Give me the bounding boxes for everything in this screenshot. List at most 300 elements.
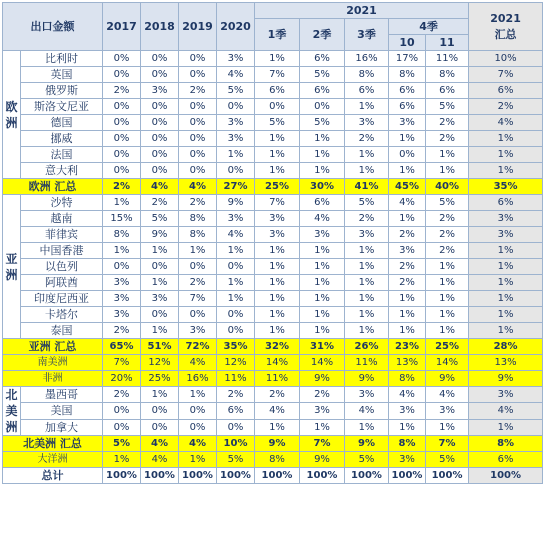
value-cell: 0% (141, 115, 179, 131)
value-cell: 51% (141, 339, 179, 355)
quarter-header-q1: 1季 (255, 19, 300, 51)
value-cell: 5% (426, 99, 469, 115)
value-cell: 1% (426, 323, 469, 339)
oceania-row (3, 452, 543, 468)
country-name: 墨西哥 (21, 387, 103, 403)
value-cell: 6% (426, 83, 469, 99)
value-cell: 4% (217, 67, 255, 83)
value-cell: 3% (469, 227, 543, 243)
value-cell: 2% (255, 387, 300, 403)
value-cell: 20% (103, 371, 141, 387)
value-cell: 1% (255, 147, 300, 163)
value-cell: 6% (217, 403, 255, 419)
value-cell: 0% (179, 131, 217, 147)
value-cell: 8% (389, 67, 426, 83)
value-cell: 3% (217, 51, 255, 67)
grand-total-row (3, 468, 543, 484)
value-cell: 1% (300, 419, 345, 435)
value-cell: 1% (255, 275, 300, 291)
value-cell: 8% (345, 67, 389, 83)
value-cell: 1% (300, 307, 345, 323)
value-cell: 3% (426, 403, 469, 419)
year-header-2017: 2017 (103, 3, 141, 51)
value-cell: 35% (217, 339, 255, 355)
value-cell: 4% (345, 403, 389, 419)
value-cell: 0% (179, 419, 217, 435)
country-row (3, 131, 543, 147)
value-cell: 1% (255, 291, 300, 307)
country-row (3, 243, 543, 259)
value-cell: 2% (426, 115, 469, 131)
value-cell: 1% (255, 51, 300, 67)
value-cell: 6% (469, 452, 543, 468)
value-cell: 3% (217, 211, 255, 227)
value-cell: 0% (103, 419, 141, 435)
value-cell: 3% (255, 211, 300, 227)
value-cell: 3% (300, 403, 345, 419)
value-cell: 5% (426, 452, 469, 468)
corner-header: 出口金额 (3, 3, 103, 51)
value-cell: 9% (426, 371, 469, 387)
value-cell: 4% (389, 387, 426, 403)
value-cell: 9% (345, 436, 389, 452)
value-cell: 1% (300, 147, 345, 163)
quarter-header-q3: 3季 (345, 19, 389, 51)
value-cell: 1% (300, 275, 345, 291)
country-name: 中国香港 (21, 243, 103, 259)
country-row (3, 323, 543, 339)
value-cell: 0% (179, 307, 217, 323)
value-cell: 1% (179, 243, 217, 259)
country-name: 沙特 (21, 195, 103, 211)
month-header-11: 11 (426, 35, 469, 51)
value-cell: 1% (217, 291, 255, 307)
value-cell: 7% (103, 355, 141, 371)
value-cell: 0% (255, 99, 300, 115)
value-cell: 1% (469, 323, 543, 339)
value-cell: 1% (255, 163, 300, 179)
value-cell: 3% (255, 227, 300, 243)
value-cell: 0% (103, 163, 141, 179)
value-cell: 2% (426, 227, 469, 243)
value-cell: 3% (217, 115, 255, 131)
value-cell: 0% (141, 259, 179, 275)
country-name: 菲律宾 (21, 227, 103, 243)
region-label: 亚 洲 (3, 195, 21, 339)
value-cell: 1% (469, 163, 543, 179)
country-row (3, 403, 543, 419)
value-cell: 9% (141, 227, 179, 243)
value-cell: 1% (255, 323, 300, 339)
value-cell: 100% (179, 468, 217, 484)
value-cell: 25% (141, 371, 179, 387)
value-cell: 0% (141, 307, 179, 323)
value-cell: 1% (389, 323, 426, 339)
value-cell: 0% (179, 403, 217, 419)
value-cell: 1% (469, 307, 543, 323)
value-cell: 1% (300, 323, 345, 339)
value-cell: 7% (255, 67, 300, 83)
value-cell: 100% (389, 468, 426, 484)
value-cell: 4% (141, 452, 179, 468)
country-name: 德国 (21, 115, 103, 131)
value-cell: 1% (469, 275, 543, 291)
value-cell: 1% (255, 243, 300, 259)
value-cell: 0% (141, 131, 179, 147)
value-cell: 2% (426, 243, 469, 259)
value-cell: 1% (389, 419, 426, 435)
value-cell: 35% (469, 179, 543, 195)
value-cell: 1% (426, 291, 469, 307)
year-header-2019: 2019 (179, 3, 217, 51)
value-cell: 2% (389, 227, 426, 243)
value-cell: 1% (345, 291, 389, 307)
value-cell: 41% (345, 179, 389, 195)
value-cell: 0% (217, 163, 255, 179)
value-cell: 1% (141, 323, 179, 339)
value-cell: 3% (345, 115, 389, 131)
value-cell: 10% (469, 51, 543, 67)
row-label: 北美洲 汇总 (3, 436, 103, 452)
value-cell: 1% (345, 163, 389, 179)
value-cell: 1% (345, 147, 389, 163)
value-cell: 1% (345, 275, 389, 291)
country-row (3, 419, 543, 435)
value-cell: 9% (300, 371, 345, 387)
value-cell: 4% (141, 179, 179, 195)
value-cell: 2% (389, 275, 426, 291)
row-label: 欧洲 汇总 (3, 179, 103, 195)
value-cell: 100% (469, 468, 543, 484)
value-cell: 28% (469, 339, 543, 355)
value-cell: 17% (389, 51, 426, 67)
country-row (3, 275, 543, 291)
value-cell: 7% (179, 291, 217, 307)
value-cell: 3% (469, 387, 543, 403)
value-cell: 0% (141, 403, 179, 419)
value-cell: 9% (300, 452, 345, 468)
value-cell: 27% (217, 179, 255, 195)
value-cell: 1% (300, 243, 345, 259)
value-cell: 0% (103, 67, 141, 83)
value-cell: 5% (426, 195, 469, 211)
value-cell: 31% (300, 339, 345, 355)
country-row (3, 147, 543, 163)
value-cell: 0% (103, 403, 141, 419)
value-cell: 2% (179, 83, 217, 99)
value-cell: 0% (217, 419, 255, 435)
country-row (3, 163, 543, 179)
value-cell: 100% (300, 468, 345, 484)
value-cell: 5% (103, 436, 141, 452)
value-cell: 5% (141, 211, 179, 227)
country-name: 英国 (21, 67, 103, 83)
value-cell: 6% (389, 83, 426, 99)
country-row (3, 195, 543, 211)
value-cell: 10% (217, 436, 255, 452)
country-name: 法国 (21, 147, 103, 163)
value-cell: 4% (179, 436, 217, 452)
row-label: 大洋洲 (3, 452, 103, 468)
value-cell: 6% (389, 99, 426, 115)
value-cell: 3% (141, 291, 179, 307)
value-cell: 0% (179, 115, 217, 131)
value-cell: 11% (217, 371, 255, 387)
value-cell: 0% (217, 259, 255, 275)
value-cell: 8% (103, 227, 141, 243)
value-cell: 1% (300, 291, 345, 307)
value-cell: 100% (255, 468, 300, 484)
value-cell: 1% (141, 243, 179, 259)
value-cell: 1% (217, 147, 255, 163)
value-cell: 1% (103, 195, 141, 211)
value-cell: 1% (300, 163, 345, 179)
value-cell: 1% (255, 419, 300, 435)
value-cell: 1% (389, 307, 426, 323)
value-cell: 11% (426, 51, 469, 67)
value-cell: 3% (389, 243, 426, 259)
value-cell: 1% (255, 131, 300, 147)
value-cell: 5% (345, 452, 389, 468)
quarter-header-q4: 4季 (389, 19, 469, 35)
country-row (3, 227, 543, 243)
value-cell: 2% (103, 323, 141, 339)
value-cell: 0% (179, 51, 217, 67)
value-cell: 8% (179, 227, 217, 243)
value-cell: 2% (426, 131, 469, 147)
value-cell: 0% (179, 163, 217, 179)
country-row (3, 83, 543, 99)
value-cell: 6% (345, 83, 389, 99)
value-cell: 0% (300, 99, 345, 115)
value-cell: 0% (217, 99, 255, 115)
region-label: 北 美 洲 (3, 387, 21, 436)
value-cell: 3% (217, 131, 255, 147)
value-cell: 5% (300, 67, 345, 83)
value-cell: 3% (300, 227, 345, 243)
value-cell: 4% (179, 355, 217, 371)
value-cell: 1% (103, 452, 141, 468)
value-cell: 32% (255, 339, 300, 355)
value-cell: 2% (469, 99, 543, 115)
value-cell: 3% (389, 115, 426, 131)
value-cell: 14% (426, 355, 469, 371)
value-cell: 1% (469, 419, 543, 435)
value-cell: 11% (255, 371, 300, 387)
value-cell: 2% (300, 387, 345, 403)
value-cell: 1% (426, 275, 469, 291)
value-cell: 3% (103, 275, 141, 291)
value-cell: 1% (426, 419, 469, 435)
value-cell: 8% (426, 67, 469, 83)
value-cell: 1% (469, 243, 543, 259)
value-cell: 6% (300, 51, 345, 67)
year-header-2020: 2020 (217, 3, 255, 51)
country-row (3, 291, 543, 307)
value-cell: 100% (217, 468, 255, 484)
value-cell: 5% (255, 115, 300, 131)
region-summary-row (3, 179, 543, 195)
value-cell: 2% (426, 211, 469, 227)
value-cell: 1% (255, 259, 300, 275)
value-cell: 2% (217, 387, 255, 403)
value-cell: 0% (141, 147, 179, 163)
value-cell: 7% (255, 195, 300, 211)
value-cell: 0% (217, 307, 255, 323)
value-cell: 1% (179, 452, 217, 468)
value-cell: 2% (389, 259, 426, 275)
year-header-2021: 2021 (255, 3, 469, 19)
value-cell: 2% (103, 179, 141, 195)
value-cell: 5% (345, 195, 389, 211)
value-cell: 2% (179, 195, 217, 211)
value-cell: 6% (255, 83, 300, 99)
country-name: 斯洛文尼亚 (21, 99, 103, 115)
summary-header-2021: 2021 汇总 (469, 3, 543, 51)
value-cell: 1% (469, 147, 543, 163)
header-row-1 (3, 3, 543, 19)
value-cell: 1% (469, 131, 543, 147)
value-cell: 1% (345, 259, 389, 275)
value-cell: 1% (345, 323, 389, 339)
value-cell: 0% (217, 323, 255, 339)
value-cell: 0% (103, 115, 141, 131)
country-name: 越南 (21, 211, 103, 227)
value-cell: 6% (469, 195, 543, 211)
value-cell: 40% (426, 179, 469, 195)
value-cell: 4% (217, 227, 255, 243)
value-cell: 4% (469, 403, 543, 419)
value-cell: 25% (255, 179, 300, 195)
country-row (3, 259, 543, 275)
value-cell: 1% (426, 307, 469, 323)
value-cell: 1% (426, 259, 469, 275)
value-cell: 0% (103, 131, 141, 147)
value-cell: 3% (389, 403, 426, 419)
value-cell: 7% (469, 67, 543, 83)
value-cell: 15% (103, 211, 141, 227)
country-name: 以色列 (21, 259, 103, 275)
value-cell: 14% (255, 355, 300, 371)
value-cell: 9% (469, 371, 543, 387)
value-cell: 1% (345, 99, 389, 115)
value-cell: 0% (141, 51, 179, 67)
value-cell: 12% (141, 355, 179, 371)
value-cell: 100% (141, 468, 179, 484)
value-cell: 1% (469, 291, 543, 307)
value-cell: 1% (389, 163, 426, 179)
value-cell: 0% (179, 99, 217, 115)
country-row (3, 51, 543, 67)
value-cell: 3% (345, 387, 389, 403)
value-cell: 3% (103, 307, 141, 323)
value-cell: 5% (217, 452, 255, 468)
value-cell: 5% (217, 83, 255, 99)
value-cell: 7% (426, 436, 469, 452)
value-cell: 1% (345, 307, 389, 323)
value-cell: 4% (255, 403, 300, 419)
value-cell: 1% (469, 259, 543, 275)
year-header-2018: 2018 (141, 3, 179, 51)
value-cell: 9% (255, 436, 300, 452)
value-cell: 3% (469, 211, 543, 227)
value-cell: 13% (469, 355, 543, 371)
value-cell: 3% (141, 83, 179, 99)
value-cell: 14% (300, 355, 345, 371)
value-cell: 3% (103, 291, 141, 307)
value-cell: 8% (389, 436, 426, 452)
value-cell: 4% (389, 195, 426, 211)
value-cell: 4% (179, 179, 217, 195)
value-cell: 13% (389, 355, 426, 371)
value-cell: 1% (217, 243, 255, 259)
region-summary-row (3, 436, 543, 452)
value-cell: 1% (389, 211, 426, 227)
value-cell: 0% (103, 51, 141, 67)
value-cell: 1% (426, 147, 469, 163)
value-cell: 9% (217, 195, 255, 211)
south-america-row (3, 355, 543, 371)
value-cell: 0% (141, 99, 179, 115)
value-cell: 2% (345, 211, 389, 227)
value-cell: 1% (426, 163, 469, 179)
value-cell: 3% (345, 227, 389, 243)
month-header-10: 10 (389, 35, 426, 51)
value-cell: 26% (345, 339, 389, 355)
country-name: 阿联酋 (21, 275, 103, 291)
value-cell: 30% (300, 179, 345, 195)
country-row (3, 115, 543, 131)
value-cell: 6% (469, 83, 543, 99)
value-cell: 45% (389, 179, 426, 195)
value-cell: 65% (103, 339, 141, 355)
value-cell: 1% (141, 275, 179, 291)
value-cell: 3% (389, 452, 426, 468)
value-cell: 8% (179, 211, 217, 227)
country-row (3, 67, 543, 83)
country-row (3, 307, 543, 323)
value-cell: 0% (179, 259, 217, 275)
row-label: 亚洲 汇总 (3, 339, 103, 355)
value-cell: 1% (389, 291, 426, 307)
value-cell: 8% (255, 452, 300, 468)
value-cell: 6% (300, 195, 345, 211)
value-cell: 1% (300, 131, 345, 147)
export-share-table (2, 2, 543, 484)
row-label: 非洲 (3, 371, 103, 387)
value-cell: 1% (255, 307, 300, 323)
country-name: 加拿大 (21, 419, 103, 435)
value-cell: 2% (141, 195, 179, 211)
country-name: 印度尼西亚 (21, 291, 103, 307)
value-cell: 0% (103, 147, 141, 163)
country-row (3, 99, 543, 115)
value-cell: 0% (141, 163, 179, 179)
country-name: 意大利 (21, 163, 103, 179)
value-cell: 0% (141, 419, 179, 435)
country-row (3, 211, 543, 227)
value-cell: 7% (300, 436, 345, 452)
value-cell: 23% (389, 339, 426, 355)
country-name: 泰国 (21, 323, 103, 339)
row-label: 总计 (3, 468, 103, 484)
value-cell: 1% (300, 259, 345, 275)
value-cell: 1% (345, 419, 389, 435)
value-cell: 11% (345, 355, 389, 371)
value-cell: 72% (179, 339, 217, 355)
region-summary-row (3, 339, 543, 355)
country-name: 挪威 (21, 131, 103, 147)
